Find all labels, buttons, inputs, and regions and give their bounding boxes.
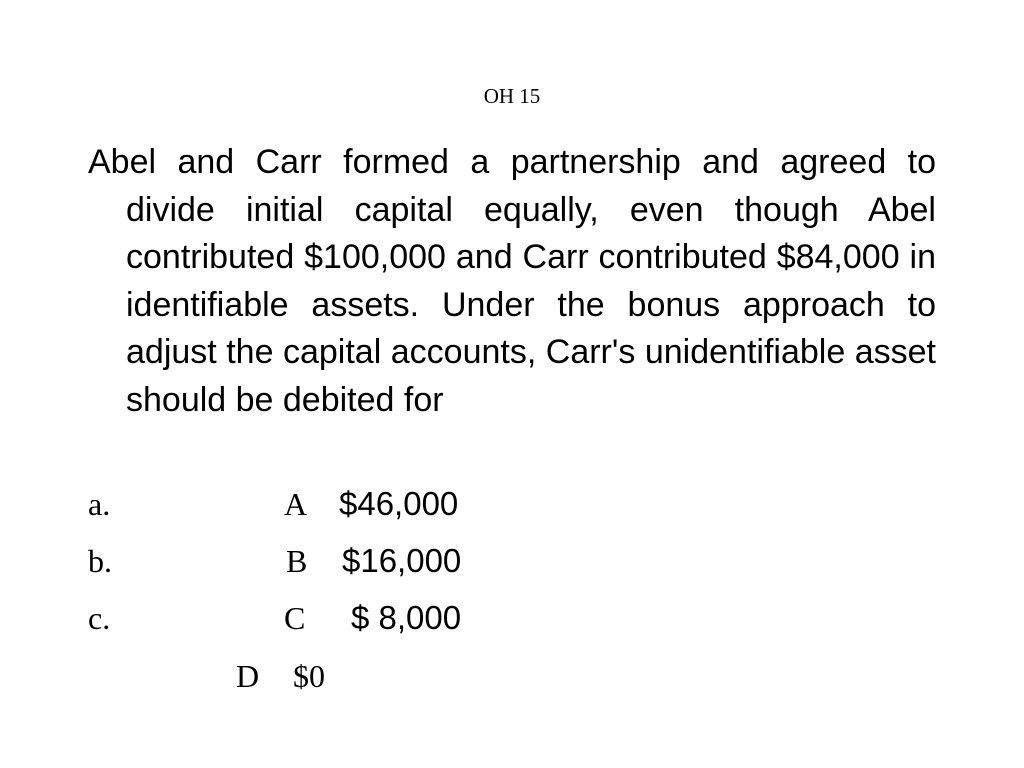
option-c-letter: C bbox=[284, 600, 306, 636]
slide-header: OH 15 bbox=[483, 84, 541, 108]
option-b bbox=[88, 541, 508, 581]
option-a-value: $46,000 bbox=[339, 485, 459, 522]
option-c-value: $ 8,000 bbox=[351, 599, 462, 636]
option-a-marker: a. bbox=[88, 486, 111, 522]
option-c-marker: c. bbox=[88, 600, 111, 636]
option-b-letter: B bbox=[286, 543, 308, 579]
option-a-letter: A bbox=[284, 486, 308, 522]
option-b-value: $16,000 bbox=[342, 542, 462, 579]
question-text: Abel and Carr formed a partnership and agreed to divide initial capital equally, even though Abel contributed $100,000 and Carr contributed $84,000 in identifiable assets. Under the bonus approach to adjust the capital accounts, Carr's unidentifiable asset should be debited for bbox=[88, 143, 936, 419]
option-a bbox=[88, 484, 508, 524]
option-c bbox=[88, 598, 508, 638]
option-b-marker: b. bbox=[88, 543, 112, 579]
option-d bbox=[88, 656, 508, 696]
option-d-letter: D bbox=[236, 658, 260, 694]
option-d-value: $0 bbox=[293, 658, 325, 694]
